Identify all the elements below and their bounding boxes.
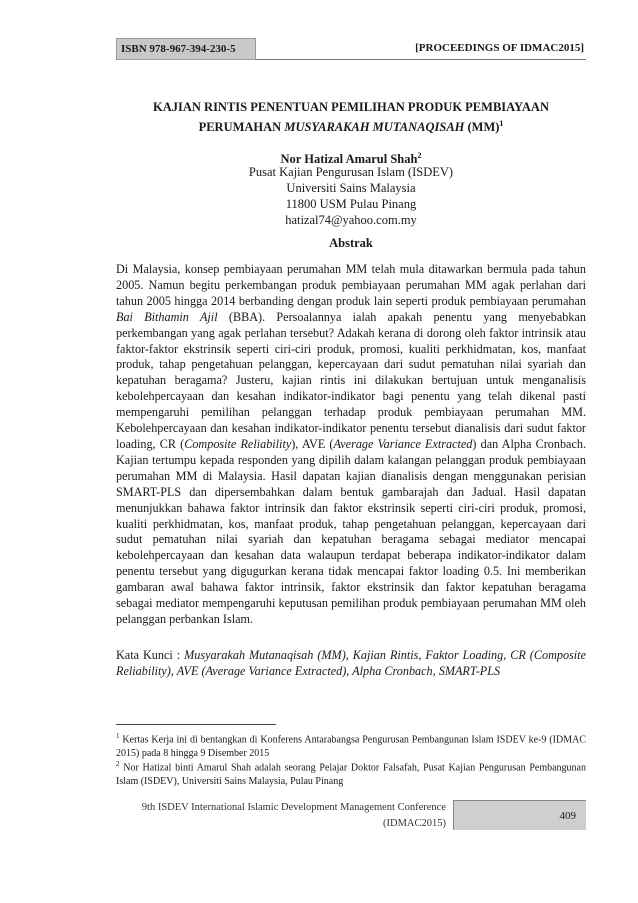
- abstract-italic-1: Bai Bithamin Ajil: [116, 309, 218, 324]
- footnote-divider: [116, 724, 276, 725]
- footnote-2-text: Nor Hatizal binti Amarul Shah adalah seorang Pelajar Doktor Falsafah, Pusat Kajian Pengurusan Pembangunan Islam (ISDEV), Universiti Sains Malaysia, Pulau Pinang: [116, 762, 586, 787]
- proceedings-label: [PROCEEDINGS OF IDMAC2015]: [415, 42, 584, 54]
- author-address: 11800 USM Pulau Pinang: [285, 197, 417, 211]
- page-number: 409: [453, 800, 586, 830]
- keywords: [116, 648, 586, 680]
- author-email: hatizal74@yahoo.com.my: [285, 213, 417, 227]
- keywords-label: Kata Kunci :: [116, 648, 185, 662]
- abstract-body: [116, 262, 586, 628]
- title-italic: MUSYARAKAH MUTANAQISAH: [284, 120, 465, 135]
- abstract-text-2: (BBA). Persoalannya ialah apakah penentu yang menyebabkan perkembangan yang agak perlahan tersebut? Adakah kerana di dorong oleh faktor intrinsik atau faktor-faktor ekstrinsik seperti ciri-ciri produk, promosi, kualiti perkhidmatan, kos, manfaat produk, tahap pengetahuan pelanggan, kepercayaan dari sudut pematuhan nilai syariah dan kepatuhan beragama? Justeru, kajian rintis ini dilakukan bertujuan untuk menganalisis kebolehpercayaan dan kesahan indikator-indikator bagi penentu yang telah dikenal pasti mempengaruhi pemilihan pelanggan terhadap produk pembiayaan perumahan MM. Kebolehpercayaan dan kesahan indikator-indikator penentu tersebut dianalisis dari sudut faktor loading, CR (: [116, 309, 586, 451]
- abstract-italic-2: Composite Reliability: [184, 436, 292, 451]
- isbn-label: ISBN 978-967-394-230-5: [116, 38, 256, 60]
- footnote-2: [116, 758, 586, 788]
- page-footer: [116, 800, 586, 834]
- title-footnote-mark: 1: [499, 119, 504, 128]
- footer-conference-short: (IDMAC2015): [383, 818, 446, 829]
- paper-title-line1: KAJIAN RINTIS PENENTUAN PEMILIHAN PRODUK PEMBIAYAAN: [153, 100, 549, 114]
- author-university: Universiti Sains Malaysia: [286, 181, 416, 195]
- abstract-italic-3: Average Variance Extracted: [333, 436, 473, 451]
- footnote-2-mark: 2: [116, 760, 120, 768]
- footer-conference: [116, 800, 446, 832]
- abstract-text-1: Di Malaysia, konsep pembiayaan perumahan MM telah mula ditawarkan bermula pada tahun 2005. Namun begitu perkembangan produk pembiayaan perumahan MM agak perlahan dari tahun 2005 hingga 2014 berbanding dengan produk lain seperti produk pembiayaan perumahan: [116, 262, 586, 308]
- paper-title-line2: [116, 116, 586, 135]
- abstract-heading: Abstrak: [329, 236, 373, 250]
- author-affiliation: Pusat Kajian Pengurusan Islam (ISDEV): [248, 165, 454, 179]
- abstract-text-3: ), AVE (: [291, 436, 334, 451]
- title-prefix: PERUMAHAN: [198, 120, 285, 135]
- footnote-1-mark: 1: [116, 732, 120, 740]
- page-header: [116, 38, 586, 62]
- author-footnote-mark: 2: [417, 151, 422, 160]
- title-suffix: (MM): [464, 120, 500, 135]
- author-name-text: Nor Hatizal Amarul Shah: [280, 152, 418, 167]
- keywords-text: Musyarakah Mutanaqisah (MM), Kajian Rintis, Faktor Loading, CR (Composite Reliability), AVE (Average Variance Extracted), Alpha Cronbach, SMART-PLS: [116, 648, 586, 678]
- footer-conference-name: 9th ISDEV International Islamic Development Management Conference: [141, 802, 446, 813]
- footnote-1: [116, 730, 586, 760]
- abstract-text-4: ) dan Alpha Cronbach. Kajian tertumpu kepada responden yang dipilih dalam kalangan pelanggan produk pembiayaan perumahan MM di Malaysia. Hasil dapatan kajian dianalisis dengan menggunakan perisian SMART-PLS dan dipersembahkan dalam bentuk gambarajah dan Jadual. Hasil dapatan menunjukkan bahawa faktor intrinsik dan faktor ekstrinsik seperti ciri-ciri produk, promosi, kualiti perkhidmatan, kos, manfaat produk, tahap pengetahuan pelanggan, kepercayaan dari sudut pematuhan nilai syariah dan kepatuhan beragama sebagai mediator mencapai kebolehpercayaan dan kesahan data walaupun terdapat beberapa indikator-indikator dalam penentu tersebut yang digugurkan kerana tidak mencapai faktor loading 0.5. Ini memberikan gambaran awal bahawa faktor intrinsik, faktor ekstrinsik dan faktor kepatuhan beragama sebagai mediator mempengaruhi keputusan pemilihan produk pembiayaan perumahan MM oleh pelanggan perbankan Islam.: [116, 436, 587, 626]
- header-rule: [256, 59, 586, 60]
- footnote-1-text: Kertas Kerja ini di bentangkan di Konferens Antarabangsa Pengurusan Pembangunan Islam ISDEV ke-9 (IDMAC 2015) pada 8 hingga 9 Disember 2015: [116, 734, 586, 759]
